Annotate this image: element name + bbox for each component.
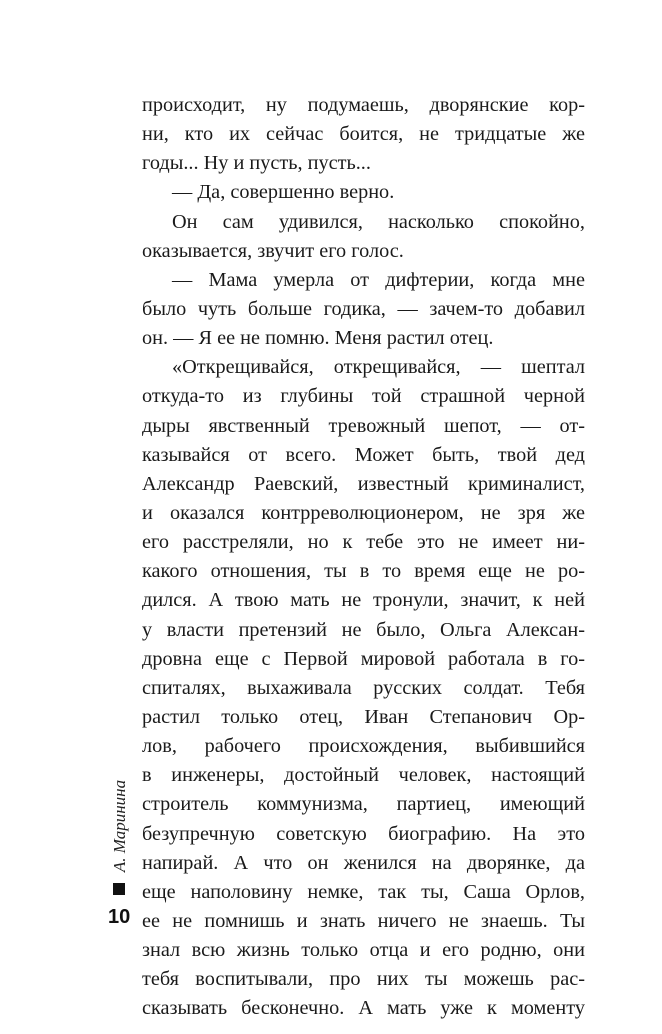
text-line: годы... Ну и пусть, пусть... (142, 152, 371, 175)
text-line: напирай. А что он женился на дворянке, да (142, 851, 585, 874)
text-line: еще наполовину немке, так ты, Саша Орлов, (142, 880, 585, 903)
text-line: он. — Я ее не помню. Меня растил отец. (142, 327, 494, 350)
text-line: ее не помнишь и знать ничего не знаешь. Ты (142, 909, 585, 932)
text-line: растил только отец, Иван Степанович Ор- (142, 705, 585, 728)
text-line: спиталях, выхаживала русских солдат. Тебя (142, 676, 585, 699)
text-line: было чуть больше годика, — зачем-то добавил (142, 297, 585, 320)
text-line: дровна еще с Первой мировой работала в го- (142, 647, 585, 670)
text-line: «Открещивайся, открещивайся, — шептал (172, 356, 585, 379)
text-line: знал всю жизнь только отца и его родню, они (142, 939, 585, 962)
body-text (142, 91, 585, 1024)
text-line: происходит, ну подумаешь, дворянские кор- (142, 94, 585, 116)
text-line: дился. А твою мать не тронули, значит, к ней (142, 589, 585, 612)
text-line: оказывается, звучит его голос. (142, 239, 404, 262)
page-marker-square (113, 883, 125, 895)
text-line: казывайся от всего. Может быть, твой дед (142, 443, 585, 466)
text-line: у власти претензий не было, Ольга Алексан- (142, 618, 585, 641)
text-line: тебя воспитывали, про них ты можешь рас- (142, 968, 585, 991)
text-line: его расстреляли, но к тебе это не имеет ни- (142, 531, 585, 554)
text-line: лов, рабочего происхождения, выбившийся (142, 735, 585, 758)
text-line: откуда-то из глубины той страшной черной (142, 385, 585, 408)
text-line: Александр Раевский, известный криминалист, (142, 472, 585, 495)
text-line: ни, кто их сейчас боится, не тридцатые же (142, 123, 585, 146)
running-head-author: А. Маринина (110, 779, 129, 873)
text-line: строитель коммунизма, партиец, имеющий (142, 793, 585, 816)
text-line: дыры явственный тревожный шепот, — от- (142, 414, 585, 437)
text-line: — Да, совершенно верно. (172, 181, 395, 204)
text-line: безупречную советскую биографию. На это (142, 822, 585, 845)
text-line: — Мама умерла от дифтерии, когда мне (172, 268, 585, 291)
page-number: 10 (108, 906, 131, 928)
text-line: в инженеры, достойный человек, настоящий (142, 764, 585, 787)
text-line: и оказался контрреволюционером, не зря же (142, 501, 585, 524)
text-line: какого отношения, ты в то время еще не ро- (142, 560, 585, 583)
text-line: сказывать бесконечно. А мать уже к моменту (142, 997, 585, 1020)
text-line: Он сам удивился, насколько спокойно, (172, 210, 585, 233)
